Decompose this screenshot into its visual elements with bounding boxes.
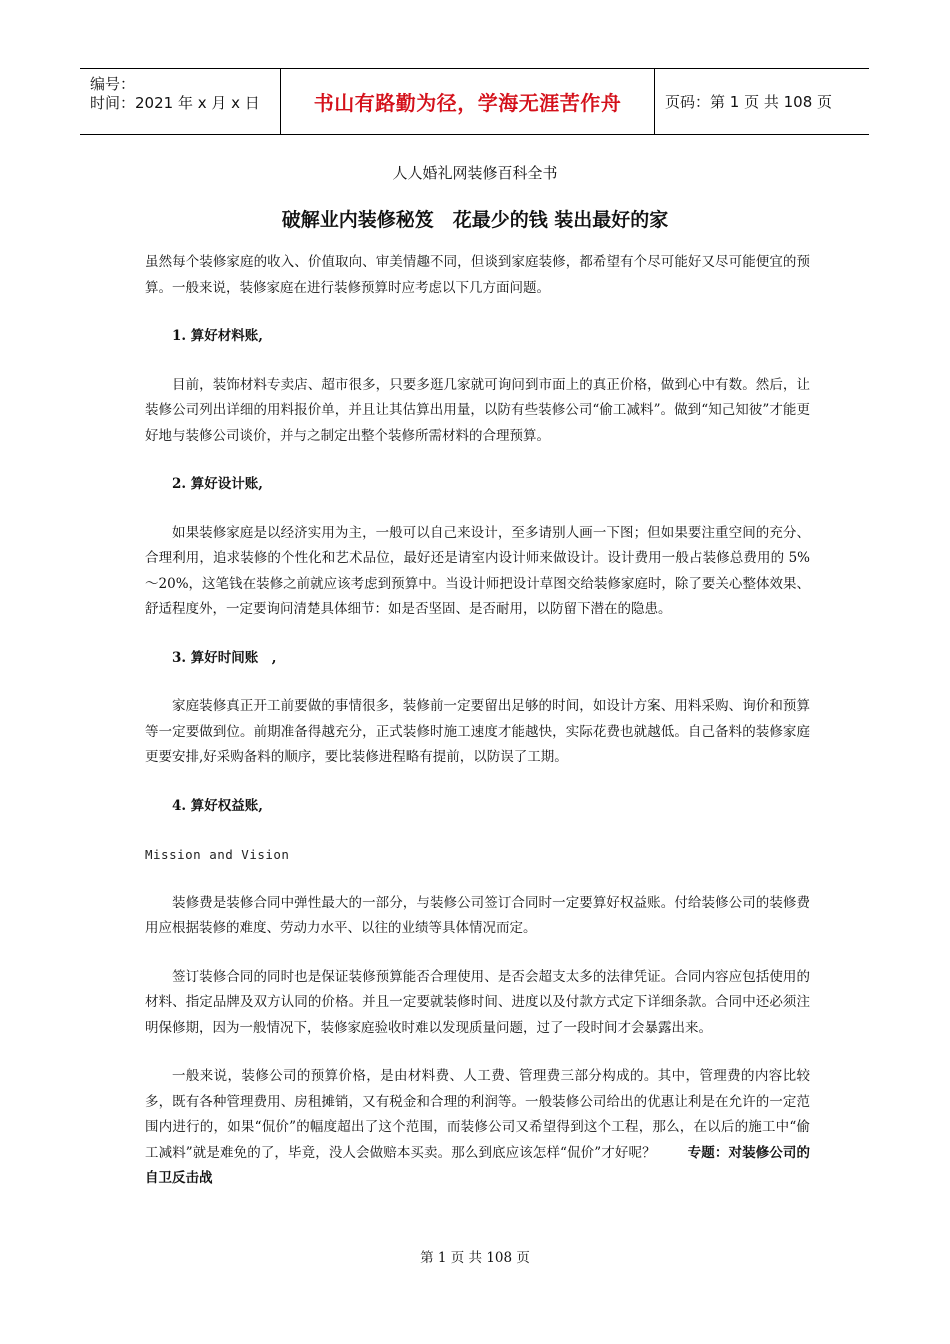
site-title: 人人婚礼网装修百科全书 [392, 164, 558, 182]
header-page-info: 页码：第 1 页 共 108 页 [665, 93, 833, 111]
document-body [145, 250, 810, 1192]
section-paragraph: 家庭装修真正开工前要做的事情很多，装修前一定要留出足够的时间，如设计方案、用料采购、询价和预算等一定要做到位。前期准备得越充分，正式装修时施工速度才能越快，实际花费也就越低。自己备料的装修家庭更要安排,好采购备料的顺序，要比装修进程略有提前，以防误了工期。 [145, 698, 810, 765]
header-motto-cell [281, 69, 655, 134]
section-paragraph: 如果装修家庭是以经济实用为主，一般可以自己来设计，至多请别人画一下图；但如果要注重空间的充分、合理利用，追求装修的个性化和艺术品位，最好还是请室内设计师来做设计。设计费用一般占装修总费用的 5%～20%，这笔钱在装修之前就应该考虑到预算中。当设计师把设计草图交给装修家庭时，除了要关心整体效果、舒适程度外，一定要询问清楚具体细节：如是否坚固、是否耐用，以防留下潜在的隐患。 [145, 524, 810, 617]
intro-paragraph: 虽然每个装修家庭的收入、价值取向、审美情趣不同，但谈到家庭装修，都希望有个尽可能好又尽可能便宜的预算。一般来说，装修家庭在进行装修预算时应考虑以下几方面问题。 [145, 254, 810, 296]
section-heading: 2. 算好设计账, [172, 476, 263, 492]
body-paragraph-text: 一般来说，装修公司的预算价格，是由材料费、人工费、管理费三部分构成的。其中，管理费的内容比较多，既有各种管理费用、房租摊销，又有税金和合理的利润等。一般装修公司给出的优惠让利是在允许的一定范围内进行的，如果“侃价”的幅度超出了这个范围，而装修公司又希望得到这个工程，那么，在以后的施工中“偷工减料”就是难免的了，毕竟，没人会做赔本买卖。那么到底应该怎样“侃价”才好呢？ [145, 1068, 810, 1161]
body-paragraph [145, 1064, 810, 1192]
section-paragraph: 目前，装饰材料专卖店、超市很多，只要多逛几家就可询问到市面上的真正价格，做到心中有数。然后，让装修公司列出详细的用料报价单，并且让其估算出用量，以防有些装修公司“偷工减料”。做到“知己知彼”才能更好地与装修公司谈价，并与之制定出整个装修所需材料的合理预算。 [145, 376, 810, 444]
header-meta-cell [80, 69, 281, 134]
section-heading: 3. 算好时间账 , [172, 649, 277, 666]
page-footer: 第 1 页 共 108 页 [420, 1250, 530, 1266]
document-time-label: 时间：2021 年 x 月 x 日 [90, 94, 260, 112]
header-page-cell [655, 69, 869, 134]
section-heading: 4. 算好权益账, [172, 797, 263, 814]
body-paragraph: 签订装修合同的同时也是保证装修预算能否合理使用、是否会超支太多的法律凭证。合同内容应包括使用的材料、指定品牌及双方认同的价格。并且一定要就装修时间、进度以及付款方式定下详细条款。合同中还必须注明保修期，因为一般情况下，装修家庭验收时难以发现质量问题，过了一段时间才会暴露出来。 [145, 968, 810, 1036]
special-topic-heading: 专题：对装修公司的自卫反击战 [145, 1144, 810, 1186]
header-motto: 书山有路勤为径，学海无涯苦作舟 [313, 91, 622, 115]
section-heading: 1. 算好材料账, [172, 328, 263, 344]
header-table [80, 68, 869, 135]
document-title: 破解业内装修秘笈 花最少的钱 装出最好的家 [281, 209, 669, 231]
body-paragraph: 装修费是装修合同中弹性最大的一部分，与装修公司签订合同时一定要算好权益账。付给装修公司的装修费用应根据装修的难度、劳动力水平、以往的业绩等具体情况而定。 [145, 894, 810, 936]
mission-vision-line: Mission and Vision [145, 847, 290, 862]
document-number-label: 编号： [90, 75, 136, 93]
